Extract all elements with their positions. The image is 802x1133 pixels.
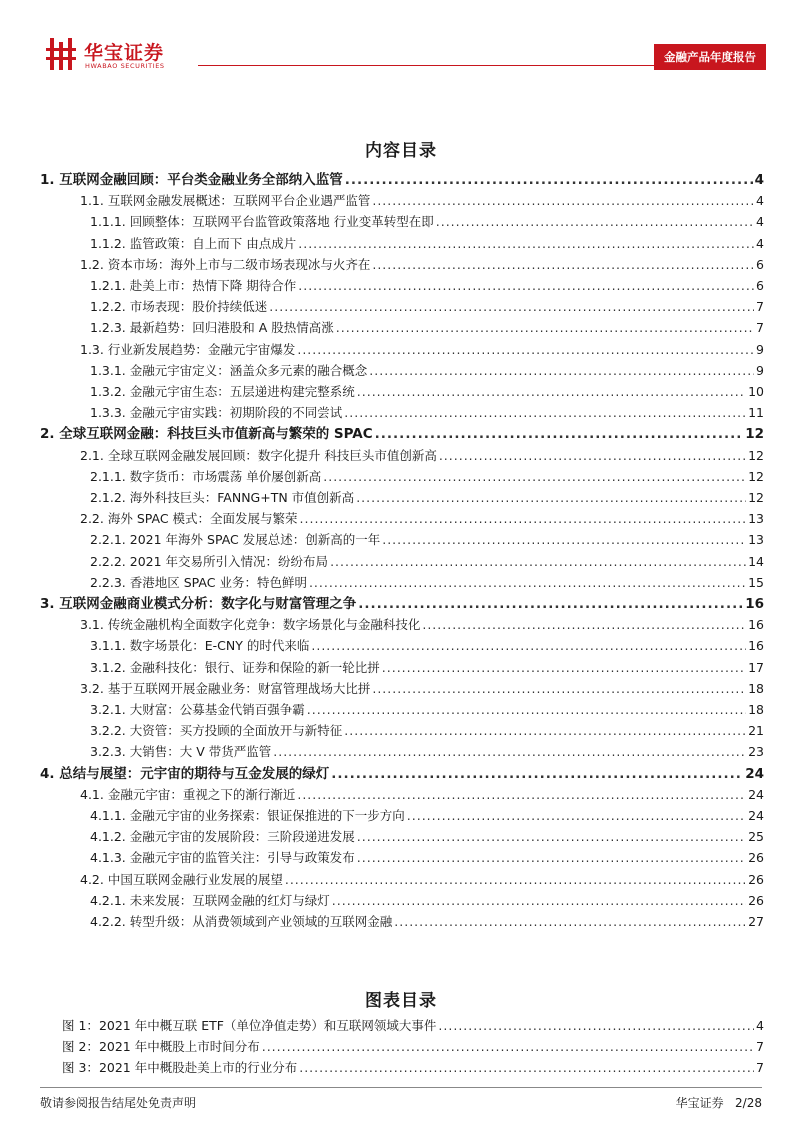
hwabao-logo-icon: [46, 38, 76, 70]
toc-entry-text: 全球互联网金融：科技巨头市值新高与繁荣的 SPAC: [59, 426, 373, 443]
toc-entry-text: 大财富：公募基金代销百强争霸: [129, 702, 305, 717]
toc-entry-text: 最新趋势：回归港股和 A 股热情高涨: [129, 320, 334, 336]
toc-entry[interactable]: [90, 234, 764, 254]
toc-entry-text: 互联网金融发展概述：互联网平台企业遇严监管: [107, 193, 371, 209]
brand-name-en: HWABAO SECURITIES: [85, 62, 165, 70]
toc-page-number: 4: [756, 235, 764, 251]
toc-entry-label: [40, 424, 373, 444]
figure-entry-label: [62, 1058, 297, 1078]
figure-entry-text: 2021 年中概互联 ETF（单位净值走势）和互联网领域大事件: [98, 1018, 437, 1033]
toc-leader-dots: [297, 785, 746, 805]
toc-entry-number: 1.2.: [80, 256, 104, 272]
toc-entry-number: 2.2.1.: [90, 532, 126, 548]
toc-entry-text: 金融元宇宙的业务探索：银证保推进的下一步方向: [129, 808, 405, 823]
toc-entry-number: 3.2.1.: [90, 702, 126, 717]
toc-leader-dots: [394, 912, 746, 932]
toc-entry-label: [90, 806, 405, 826]
brand-name-cn: 华宝证券: [84, 42, 165, 64]
toc-entry-label: [80, 340, 295, 360]
toc-entry-text: 基于互联网开展金融业务：财富管理战场大比拼: [107, 680, 371, 696]
toc-leader-dots: [336, 318, 754, 338]
toc-entry[interactable]: [80, 255, 764, 275]
toc-leader-dots: [309, 573, 746, 593]
toc-entry-text: 海外科技巨头：FANNG+TN 市值创新高: [129, 490, 355, 505]
toc-page-number: 18: [748, 680, 764, 696]
report-type-badge: 金融产品年度报告: [654, 44, 766, 70]
toc-entry[interactable]: [90, 382, 764, 402]
toc-entry-text: 中国互联网金融行业发展的展望: [107, 871, 283, 887]
toc-entry-text: 2021 年交易所引入情况：纷纷布局: [129, 553, 329, 569]
toc-entry-label: [90, 297, 267, 317]
toc-entry-text: 香港地区 SPAC 业务：特色鲜明: [129, 574, 307, 590]
toc-entry-label: [40, 170, 343, 190]
toc-page-number: 10: [748, 384, 764, 399]
toc-page-number: 12: [748, 468, 764, 484]
figure-entry-text: 2021 年中概股上市时间分布: [98, 1039, 260, 1055]
toc-entry-label: [90, 552, 328, 572]
toc-page-number: 14: [748, 553, 764, 569]
toc-entry-number: 2.1.2.: [90, 490, 126, 505]
toc-entry[interactable]: [90, 297, 764, 317]
figure-entry-number: 图 3：: [62, 1060, 99, 1076]
figure-leader-dots: [299, 1058, 754, 1078]
toc-entry-text: 金融元宇宙生态：五层递进构建完整系统: [129, 384, 355, 399]
toc-leader-dots: [311, 636, 746, 656]
toc-leader-dots: [269, 297, 754, 317]
toc-entry-label: [90, 573, 307, 593]
footer-brand: 华宝证券: [675, 1096, 724, 1110]
toc-leader-dots: [382, 530, 746, 550]
toc-entry-label: [90, 742, 271, 762]
toc-entry-number: 3.2.3.: [90, 744, 126, 760]
toc-leader-dots: [357, 848, 746, 868]
toc-entry-label: [40, 594, 356, 614]
toc-entry-number: 4.2.1.: [90, 892, 126, 908]
toc-leader-dots: [298, 234, 754, 254]
toc-leader-dots: [297, 340, 754, 360]
toc-entry[interactable]: [90, 721, 764, 741]
toc-leader-dots: [357, 382, 746, 402]
toc-leader-dots: [358, 594, 743, 614]
toc-leader-dots: [332, 891, 746, 911]
toc-title: 内容目录: [365, 141, 437, 161]
toc-entry-label: [90, 403, 342, 423]
figure-entry[interactable]: [62, 1037, 764, 1057]
toc-entry[interactable]: [90, 848, 764, 868]
toc-leader-dots: [375, 424, 744, 444]
footer-page-info: [676, 1094, 762, 1111]
toc-entry-label: [90, 827, 355, 847]
toc-leader-dots: [300, 509, 747, 529]
toc-entry-number: 1.2.3.: [90, 320, 126, 336]
toc-page-number: 4: [754, 172, 764, 188]
toc-entry[interactable]: [80, 785, 764, 805]
toc-entry-number: 3.1.2.: [90, 659, 126, 675]
toc-entry[interactable]: [80, 340, 764, 360]
toc-leader-dots: [330, 552, 746, 572]
toc-entry-number: 1.3.1.: [90, 362, 126, 378]
toc-entry-label: [90, 276, 296, 296]
toc-leader-dots: [372, 679, 746, 699]
toc-entry-label: [80, 509, 298, 529]
toc-leader-dots: [439, 446, 746, 466]
toc-entry-text: 转型升级：从消费领域到产业领域的互联网金融: [129, 914, 393, 929]
toc-entry-text: 大资管：买方投顾的全面放开与新特征: [129, 723, 343, 739]
toc-entry[interactable]: [90, 658, 764, 678]
toc-entry-label: [90, 530, 380, 550]
toc-entry-text: 赴美上市：热情下降 期待合作: [129, 278, 297, 293]
toc-page-number: 24: [745, 765, 764, 782]
footer-disclaimer: 敬请参阅报告结尾处免责声明: [40, 1096, 197, 1110]
toc-page-number: 7: [756, 299, 764, 315]
toc-entry[interactable]: [40, 594, 764, 614]
toc-entry[interactable]: [90, 827, 764, 847]
toc-entry[interactable]: [90, 700, 764, 720]
toc-entry[interactable]: [40, 170, 764, 190]
toc-entry-number: 3.2.: [80, 680, 104, 696]
toc-entry-number: 4.1.: [80, 786, 104, 802]
toc-entry[interactable]: [90, 573, 764, 593]
toc-leader-dots: [331, 764, 743, 784]
toc-page-number: 27: [748, 914, 764, 929]
toc-entry[interactable]: [90, 276, 764, 296]
toc-entry-label: [90, 212, 434, 232]
figure-entry-label: [62, 1037, 260, 1057]
toc-entry[interactable]: [80, 870, 764, 890]
toc-page-number: 6: [756, 256, 764, 272]
toc-entry[interactable]: [90, 912, 764, 932]
toc-entry-number: 1.1.: [80, 193, 104, 209]
toc-entry-number: 1.3.2.: [90, 384, 126, 399]
toc-page-number: 26: [748, 892, 764, 908]
toc-entry[interactable]: [80, 446, 764, 466]
company-logo: [46, 36, 236, 72]
figure-leader-dots: [438, 1016, 754, 1036]
toc-entry-number: 4.1.2.: [90, 829, 126, 845]
toc-entry-number: 2.1.: [80, 447, 104, 463]
toc-entry-label: [90, 700, 305, 720]
toc-entry-text: 互联网金融商业模式分析：数字化与财富管理之争: [59, 596, 357, 612]
toc-entry-text: 回顾整体：互联网平台监管政策落地 行业变革转型在即: [129, 214, 434, 230]
footer-divider: [40, 1087, 762, 1088]
toc-entry-label: [80, 870, 283, 890]
toc-entry[interactable]: [90, 742, 764, 762]
toc-entry-label: [90, 912, 392, 932]
toc-entry-number: 1.: [40, 172, 55, 188]
toc-entry-label: [80, 255, 370, 275]
toc-entry[interactable]: [90, 636, 764, 656]
toc-entry-label: [90, 636, 309, 656]
toc-entry-number: 4.1.3.: [90, 850, 126, 866]
figure-entry[interactable]: [62, 1016, 764, 1036]
toc-entry-text: 数字场景化：E-CNY 的时代来临: [129, 638, 310, 654]
toc-entry[interactable]: [90, 488, 764, 508]
toc-entry-label: [90, 318, 334, 338]
toc-leader-dots: [422, 615, 746, 635]
toc-entry-text: 金融科技化：银行、证券和保险的新一轮比拼: [129, 659, 380, 675]
toc-entry-text: 未来发展：互联网金融的红灯与绿灯: [129, 892, 330, 908]
toc-entry-number: 2.1.1.: [90, 468, 126, 484]
toc-leader-dots: [357, 827, 746, 847]
toc-entry-number: 3.2.2.: [90, 723, 126, 739]
toc-entry-number: 3.1.1.: [90, 638, 126, 654]
toc-entry-label: [80, 191, 370, 211]
toc-page-number: 23: [748, 744, 764, 760]
toc-entry[interactable]: [90, 891, 764, 911]
toc-page-number: 25: [748, 829, 764, 845]
page-number: 2/28: [735, 1096, 762, 1110]
toc-entry-label: [90, 891, 330, 911]
toc-entry-text: 资本市场：海外上市与二级市场表现冰与火齐在: [107, 256, 371, 272]
toc-leader-dots: [372, 191, 754, 211]
toc-page-number: 21: [748, 723, 764, 739]
toc-entry-label: [90, 234, 296, 254]
toc-entry-number: 4.: [40, 765, 55, 782]
toc-entry[interactable]: [90, 403, 764, 423]
toc-entry-number: 2.2.: [80, 511, 104, 527]
toc-entry-label: [40, 764, 329, 784]
toc-leader-dots: [307, 700, 746, 720]
toc-entry-number: 1.1.2.: [90, 235, 126, 251]
toc-entry-text: 市场表现：股价持续低迷: [129, 299, 268, 315]
toc-entry-number: 3.: [40, 596, 55, 612]
toc-entry-text: 传统金融机构全面数字化竞争：数字场景化与金融科技化: [107, 617, 421, 633]
toc-leader-dots: [344, 721, 746, 741]
toc-page-number: 9: [756, 341, 764, 357]
toc-page-number: 7: [756, 320, 764, 336]
toc-entry-text: 海外 SPAC 模式：全面发展与繁荣: [107, 511, 298, 527]
toc-entry-number: 1.3.3.: [90, 405, 126, 421]
toc-leader-dots: [273, 742, 746, 762]
toc-entry[interactable]: [80, 679, 764, 699]
toc-entry[interactable]: [90, 361, 764, 381]
toc-entry-label: [80, 615, 420, 635]
toc-entry-number: 4.1.1.: [90, 808, 126, 823]
toc-leader-dots: [356, 488, 746, 508]
toc-page-number: 13: [748, 511, 764, 527]
figure-page-number: 4: [756, 1018, 764, 1033]
toc-entry-label: [90, 382, 355, 402]
toc-entry-label: [90, 361, 367, 381]
toc-entry-label: [80, 785, 295, 805]
toc-entry-label: [80, 679, 370, 699]
toc-page-number: 24: [748, 786, 764, 802]
toc-entry-text: 互联网金融回顾：平台类金融业务全部纳入监管: [59, 172, 343, 188]
toc-entry-label: [90, 721, 342, 741]
figure-list-title: 图表目录: [365, 991, 437, 1011]
toc-leader-dots: [382, 658, 746, 678]
toc-entry-number: 1.3.: [80, 341, 104, 357]
toc-page-number: 17: [748, 659, 764, 675]
toc-entry[interactable]: [80, 191, 764, 211]
toc-page-number: 9: [756, 362, 764, 378]
toc-leader-dots: [345, 170, 753, 190]
figure-page-number: 7: [756, 1039, 764, 1055]
toc-leader-dots: [372, 255, 754, 275]
toc-entry[interactable]: [90, 530, 764, 550]
figure-entry-number: 图 2：: [62, 1039, 99, 1055]
toc-entry-text: 金融元宇宙：重视之下的渐行渐近: [107, 786, 296, 802]
figure-entry-text: 2021 年中概股赴美上市的行业分布: [98, 1060, 298, 1076]
page-header: [40, 36, 766, 76]
toc-page-number: 12: [745, 426, 764, 443]
toc-page-number: 12: [748, 490, 764, 505]
toc-entry-text: 金融元宇宙实践：初期阶段的不同尝试: [129, 405, 343, 421]
toc-leader-dots: [298, 276, 754, 296]
toc-page-number: 11: [748, 405, 764, 421]
toc-entry-text: 监管政策：自上而下 由点成片: [129, 235, 297, 251]
toc-page-number: 4: [756, 193, 764, 209]
toc-entry-text: 金融元宇宙定义：涵盖众多元素的融合概念: [129, 362, 368, 378]
toc-entry-text: 总结与展望：元宇宙的期待与互金发展的绿灯: [59, 765, 330, 782]
toc-entry[interactable]: [90, 318, 764, 338]
toc-page-number: 18: [748, 702, 764, 717]
toc-entry-label: [90, 488, 354, 508]
figure-entry-number: 图 1：: [62, 1018, 99, 1033]
toc-entry-number: 1.2.2.: [90, 299, 126, 315]
toc-entry[interactable]: [40, 764, 764, 784]
toc-entry[interactable]: [90, 212, 764, 232]
toc-leader-dots: [436, 212, 754, 232]
toc-entry[interactable]: [90, 467, 764, 487]
toc-entry[interactable]: [80, 509, 764, 529]
toc-entry-number: 2.: [40, 426, 55, 443]
toc-leader-dots: [285, 870, 746, 890]
toc-page-number: 15: [748, 574, 764, 590]
toc-entry-text: 数字货币：市场震荡 单价屡创新高: [129, 468, 322, 484]
toc-entry-text: 大销售：大 V 带货严监管: [129, 744, 272, 760]
toc-entry-text: 全球互联网金融发展回顾：数字化提升 科技巨头市值创新高: [107, 447, 437, 463]
toc-entry-number: 3.1.: [80, 617, 104, 633]
toc-page-number: 24: [748, 808, 764, 823]
toc-entry-number: 4.2.: [80, 871, 104, 887]
toc-page-number: 26: [748, 850, 764, 866]
toc-page-number: 16: [748, 638, 764, 654]
figure-entry-label: [62, 1016, 436, 1036]
toc-page-number: 16: [745, 596, 764, 612]
toc-entry-text: 金融元宇宙的监管关注：引导与政策发布: [129, 850, 355, 866]
toc-leader-dots: [323, 467, 746, 487]
toc-entry-text: 金融元宇宙的发展阶段：三阶段递进发展: [129, 829, 355, 845]
toc-page-number: 12: [748, 447, 764, 463]
toc-leader-dots: [407, 806, 746, 826]
toc-entry-number: 2.2.2.: [90, 553, 126, 569]
toc-entry[interactable]: [90, 552, 764, 572]
toc-entry-number: 2.2.3.: [90, 574, 126, 590]
toc-entry[interactable]: [80, 615, 764, 635]
toc-entry-number: 4.2.2.: [90, 914, 126, 929]
toc-entry-label: [90, 848, 355, 868]
toc-page-number: 26: [748, 871, 764, 887]
toc-entry-label: [90, 658, 380, 678]
toc-entry-text: 2021 年海外 SPAC 发展总述：创新高的一年: [129, 532, 381, 548]
toc-page-number: 6: [756, 278, 764, 293]
toc-entry-label: [80, 446, 437, 466]
toc-entry-number: 1.1.1.: [90, 214, 126, 230]
toc-entry[interactable]: [40, 424, 764, 444]
toc-entry-label: [90, 467, 321, 487]
toc-page-number: 16: [748, 617, 764, 633]
figure-page-number: 7: [756, 1060, 764, 1076]
figure-entry[interactable]: [62, 1058, 764, 1078]
toc-page-number: 13: [748, 532, 764, 548]
toc-entry[interactable]: [90, 806, 764, 826]
figure-leader-dots: [262, 1037, 754, 1057]
toc-leader-dots: [369, 361, 754, 381]
toc-page-number: 4: [756, 214, 764, 230]
toc-leader-dots: [344, 403, 746, 423]
toc-entry-text: 行业新发展趋势：金融元宇宙爆发: [107, 341, 296, 357]
toc-entry-number: 1.2.1.: [90, 278, 126, 293]
